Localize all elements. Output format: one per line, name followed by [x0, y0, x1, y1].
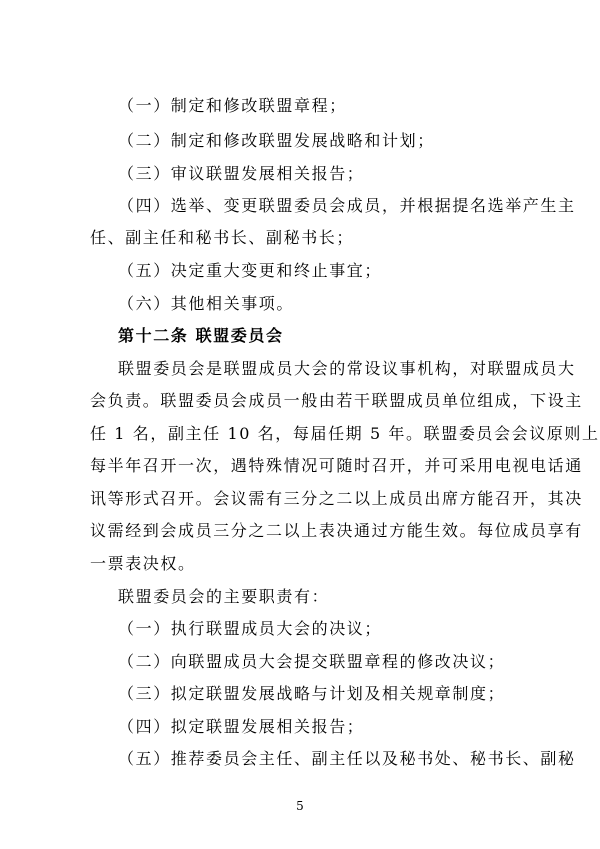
paragraph-line: 每半年召开一次，遇特殊情况可随时召开，并可采用电视电话通	[90, 456, 583, 475]
list-item: （一）制定和修改联盟章程；	[118, 96, 347, 115]
list-item-continuation: 任、副主任和秘书长、副秘书长；	[90, 228, 355, 247]
paragraph-line: 一票表决权。	[90, 554, 196, 573]
list-item: （三）拟定联盟发展战略与计划及相关规章制度；	[118, 684, 506, 703]
list-item: （二）制定和修改联盟发展战略和计划；	[118, 131, 435, 150]
list-item: （四）拟定联盟发展相关报告；	[118, 717, 365, 736]
paragraph-line: 联盟委员会是联盟成员大会的常设议事机构，对联盟成员大	[118, 359, 576, 378]
page-number: 5	[296, 799, 304, 813]
article-heading: 第十二条 联盟委员会	[118, 326, 284, 345]
list-item: （六）其他相关事项。	[118, 294, 295, 313]
duties-intro: 联盟委员会的主要职责有：	[118, 587, 330, 606]
list-item: （五）决定重大变更和终止事宜；	[118, 261, 383, 280]
list-item: （二）向联盟成员大会提交联盟章程的修改决议；	[118, 652, 506, 671]
paragraph-line: 任 1 名，副主任 10 名，每届任期 5 年。联盟委员会会议原则上	[90, 424, 600, 443]
paragraph-line: 会负责。联盟委员会成员一般由若干联盟成员单位组成，下设主	[90, 391, 583, 410]
paragraph-line: 讯等形式召开。会议需有三分之二以上成员出席方能召开，其决	[90, 489, 583, 508]
paragraph-line: 议需经到会成员三分之二以上表决通过方能生效。每位成员享有	[90, 521, 583, 540]
list-item: （五）推荐委员会主任、副主任以及秘书处、秘书长、副秘	[118, 749, 576, 768]
list-item: （三）审议联盟发展相关报告；	[118, 164, 365, 183]
list-item: （一）执行联盟成员大会的决议；	[118, 619, 383, 638]
list-item: （四）选举、变更联盟委员会成员，并根据提名选举产生主	[118, 196, 576, 215]
